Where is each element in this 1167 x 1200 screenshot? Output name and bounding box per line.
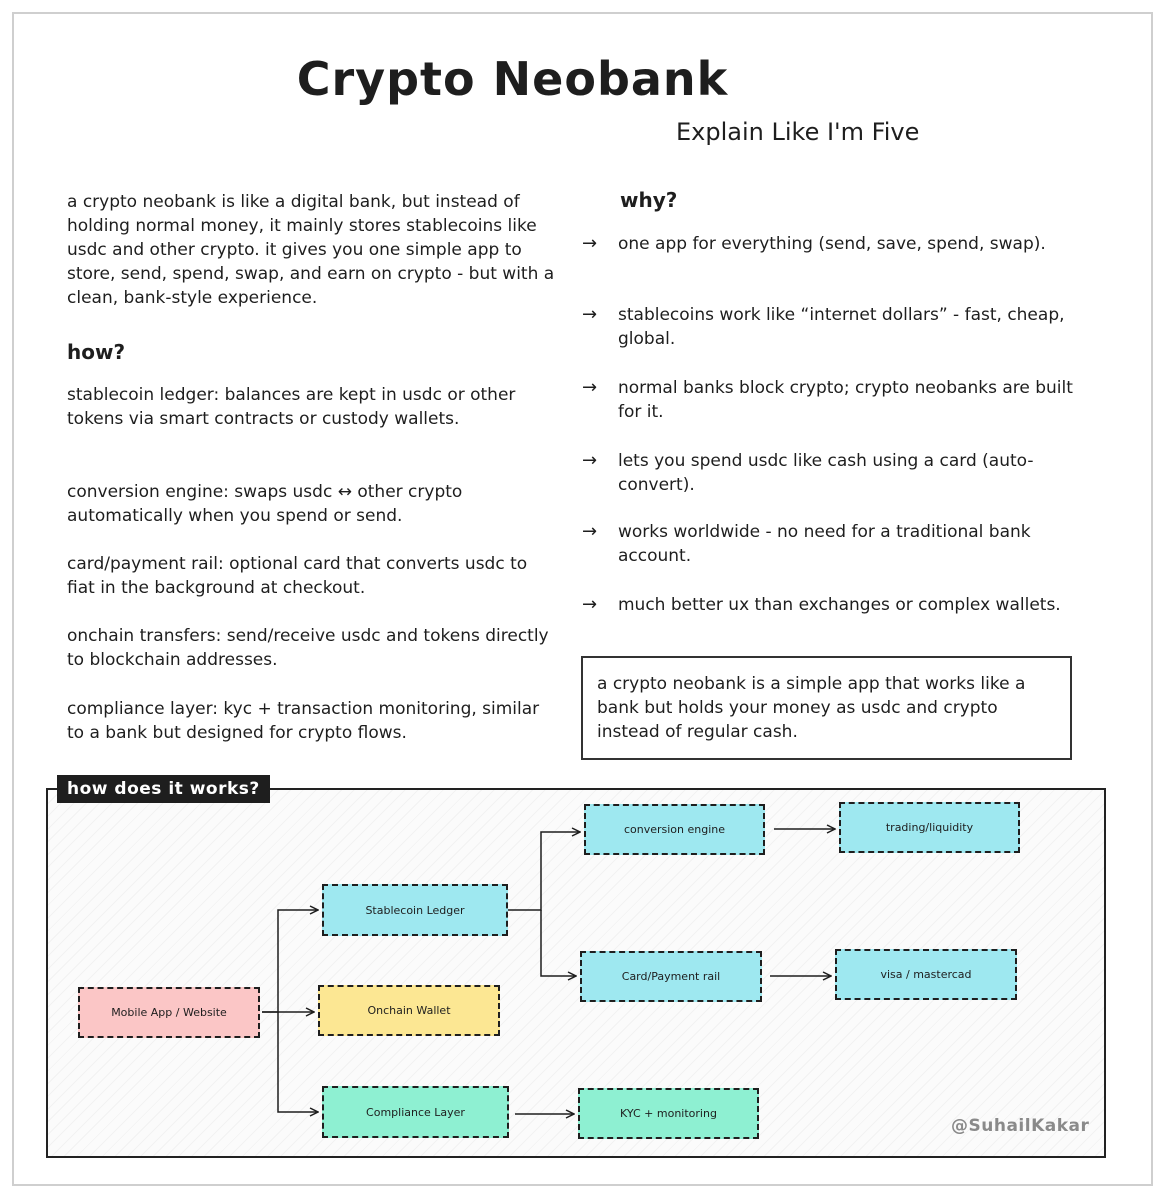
why-item-text: works worldwide - no need for a traditional bank account.	[618, 522, 1031, 566]
node-stablecoin-ledger: Stablecoin Ledger	[322, 884, 508, 936]
node-onchain-wallet: Onchain Wallet	[318, 985, 500, 1036]
how-item: onchain transfers: send/receive usdc and tokens directly to blockchain addresses.	[67, 626, 549, 670]
why-heading: why?	[620, 188, 678, 212]
intro-paragraph: a crypto neobank is like a digital bank, but instead of holding normal money, it mainly stores stablecoins like usdc and other crypto. it gives you one simple app to store, send, spend, swap, and earn on crypto - but with a clean, bank-style experience.	[67, 192, 555, 308]
node-card-payment-rail: Card/Payment rail	[580, 951, 762, 1002]
why-item-text: one app for everything (send, save, spend, swap).	[618, 234, 1046, 254]
node-trading-liquidity: trading/liquidity	[839, 802, 1020, 853]
page-subtitle: Explain Like I'm Five	[676, 118, 920, 146]
connector-ledger-to-card	[541, 910, 576, 976]
arrow-right-icon: →	[582, 450, 598, 471]
why-item-text: stablecoins work like “internet dollars” - fast, cheap, global.	[618, 305, 1065, 349]
page-title: Crypto Neobank	[296, 52, 729, 106]
arrow-right-icon: →	[582, 594, 598, 615]
how-item: card/payment rail: optional card that converts usdc to fiat in the background at checkout.	[67, 554, 528, 598]
arrow-right-icon: →	[582, 521, 598, 542]
node-mobile-app: Mobile App / Website	[78, 987, 260, 1038]
connector-app-to-compliance	[278, 1012, 318, 1112]
connector-ledger-to-conversion	[508, 832, 580, 910]
author-handle: @SuhailKakar	[951, 1116, 1090, 1136]
flow-section-label: how does it works?	[57, 775, 270, 803]
why-item-text: much better ux than exchanges or complex wallets.	[618, 595, 1061, 615]
how-item: stablecoin ledger: balances are kept in usdc or other tokens via smart contracts or custody wallets.	[67, 385, 516, 429]
how-item: conversion engine: swaps usdc ↔ other crypto automatically when you spend or send.	[67, 482, 463, 526]
how-item: compliance layer: kyc + transaction monitoring, similar to a bank but designed for crypto flows.	[67, 699, 540, 743]
how-heading: how?	[67, 340, 126, 364]
arrow-right-icon: →	[582, 377, 598, 398]
arrow-right-icon: →	[582, 304, 598, 325]
why-item-text: normal banks block crypto; crypto neobanks are built for it.	[618, 378, 1073, 422]
node-compliance-layer: Compliance Layer	[322, 1086, 509, 1138]
arrow-right-icon: →	[582, 233, 598, 254]
node-visa-mastercard: visa / mastercad	[835, 949, 1017, 1000]
why-item-text: lets you spend usdc like cash using a card (auto-convert).	[618, 451, 1034, 495]
connector-app-to-ledger	[262, 910, 318, 1012]
summary-box: a crypto neobank is a simple app that works like a bank but holds your money as usdc and crypto instead of regular cash.	[581, 656, 1072, 760]
node-conversion-engine: conversion engine	[584, 804, 765, 855]
node-kyc-monitoring: KYC + monitoring	[578, 1088, 759, 1139]
